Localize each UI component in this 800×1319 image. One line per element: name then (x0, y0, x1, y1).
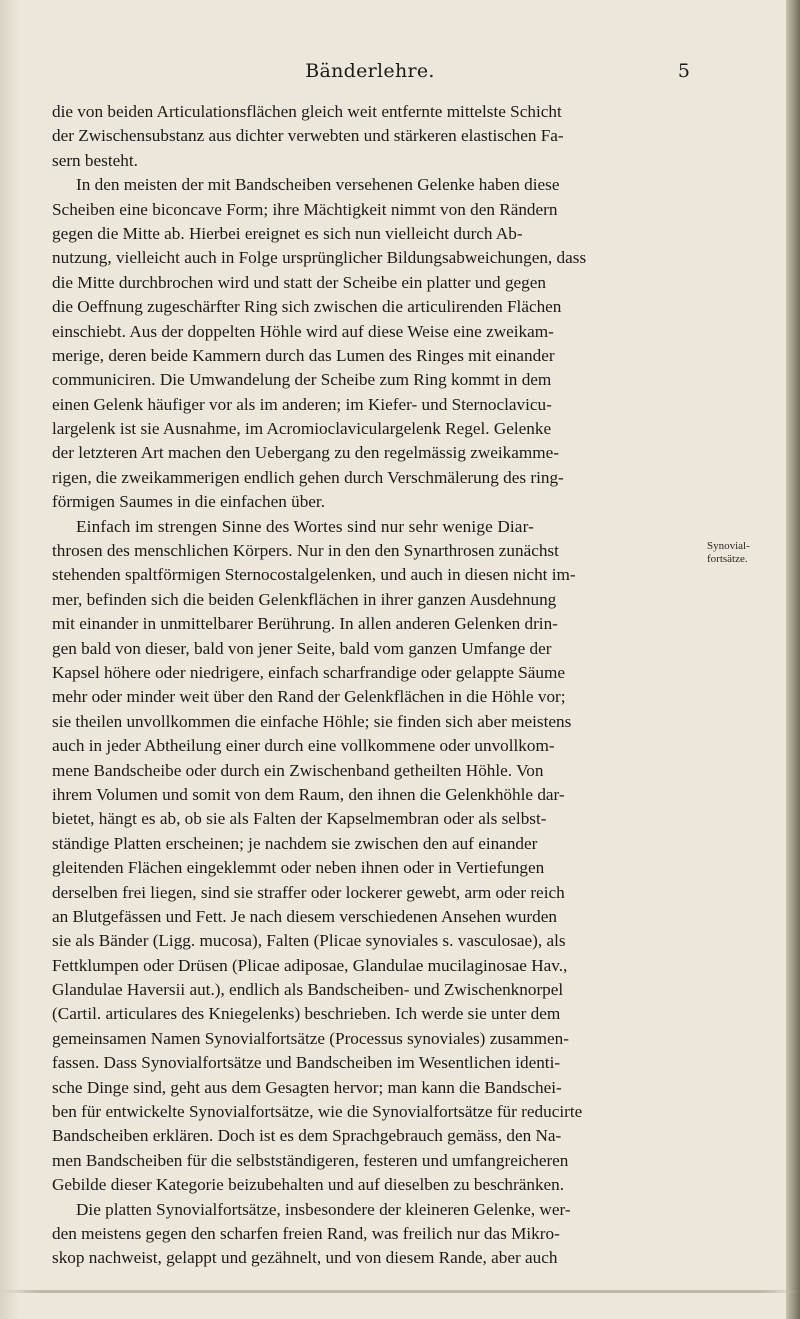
page-bottom-rule (0, 1290, 800, 1293)
text-line: In den meisten der mit Bandscheiben versehenen Gelenke haben diese (76, 175, 560, 195)
page-shadow-right (786, 0, 800, 1319)
text-line: sche Dinge sind, geht aus dem Gesagten hervor; man kann die Bandschei- (52, 1077, 562, 1097)
text-line: den meistens gegen den scharfen freien Rand, was freilich nur das Mikro- (52, 1223, 560, 1243)
text-line: throsen des menschlichen Körpers. Nur in den den Synarthrosen zunächst (52, 541, 559, 561)
text-line: ständige Platten erscheinen; je nachdem sie zwischen den auf einander (52, 833, 538, 853)
text-line: ihrem Volumen und somit von dem Raum, den ihnen die Gelenkhöhle dar- (52, 784, 565, 804)
text-line: bietet, hängt es ab, ob sie als Falten der Kapselmembran oder als selbst- (52, 809, 547, 829)
text-line: ben für entwickelte Synovialfortsätze, wie die Synovialfortsätze für reducirte (52, 1102, 583, 1122)
text-line: (Cartil. articulares des Kniegelenks) beschrieben. Ich werde sie unter dem (52, 1004, 561, 1024)
text-line: fassen. Dass Synovialfortsätze und Bandscheiben im Wesentlichen identi- (52, 1053, 561, 1073)
text-line: einen Gelenk häufiger vor als im anderen; im Kiefer- und Sternoclavicu- (52, 394, 552, 414)
margin-note-line: fortsätze. (707, 553, 748, 565)
text-line: förmigen Saumes in die einfachen über. (52, 492, 326, 512)
text-line: mit einander in unmittelbarer Berührung. In allen anderen Gelenken drin- (52, 614, 558, 634)
page-shadow-left (0, 0, 18, 1319)
text-line: Die platten Synovialfortsätze, insbesondere der kleineren Gelenke, wer- (76, 1199, 571, 1219)
text-line: Glandulae Haversii aut.), endlich als Bandscheiben- und Zwischenknorpel (52, 980, 564, 1000)
text-line: mer, befinden sich die beiden Gelenkflächen in ihrer ganzen Ausdehnung (52, 589, 557, 609)
text-line: die Oeffnung zugeschärfter Ring sich zwischen die articulirenden Flächen (52, 297, 562, 317)
text-line: Scheiben eine biconcave Form; ihre Mächtigkeit nimmt von den Rändern (52, 199, 558, 219)
text-line: stehenden spaltförmigen Sternocostalgelenken, und auch in diesen nicht im- (52, 565, 576, 585)
text-line: sie als Bänder (Ligg. mucosa), Falten (Plicae synoviales s. vasculosae), als (52, 931, 566, 951)
text-line: Einfach im strengen Sinne des Wortes sind nur sehr wenige Diar- (76, 516, 534, 536)
text-line: einschiebt. Aus der doppelten Höhle wird auf diese Weise eine zweikam- (52, 321, 554, 341)
body-text (52, 100, 692, 1271)
text-line: gemeinsamen Namen Synovialfortsätze (Processus synoviales) zusammen- (52, 1028, 569, 1048)
margin-note (707, 540, 779, 566)
text-line: gleitenden Flächen eingeklemmt oder neben ihnen oder in Vertiefungen (52, 858, 545, 878)
page-number: 5 (677, 60, 690, 82)
text-line: der Zwischensubstanz aus dichter verwebten und stärkeren elastischen Fa- (52, 126, 564, 146)
page-header (50, 60, 690, 88)
text-line: largelenk ist sie Ausnahme, im Acromioclaviculargelenk Regel. Gelenke (52, 419, 552, 439)
text-line: mene Bandscheibe oder durch ein Zwischenband getheilten Höhle. Von (52, 760, 544, 780)
text-line: an Blutgefässen und Fett. Je nach diesem verschiedenen Ansehen wurden (52, 906, 557, 926)
text-line: mehr oder minder weit über den Rand der Gelenkflächen in die Höhle vor; (52, 687, 566, 707)
text-line: derselben frei liegen, sind sie straffer oder lockerer gewebt, arm oder reich (52, 882, 565, 902)
text-line: communiciren. Die Umwandelung der Scheibe zum Ring kommt in dem (52, 370, 552, 390)
text-line: merige, deren beide Kammern durch das Lumen des Ringes mit einander (52, 345, 555, 365)
text-line: Kapsel höhere oder niedrigere, einfach scharfrandige oder gelappte Säume (52, 662, 565, 682)
margin-note-line: Synovial- (707, 540, 750, 552)
text-line: die Mitte durchbrochen wird und statt der Scheibe ein platter und gegen (52, 272, 546, 292)
text-line: auch in jeder Abtheilung einer durch eine vollkommene oder unvollkom- (52, 736, 555, 756)
text-line: Fettklumpen oder Drüsen (Plicae adiposae, Glandulae mucilaginosae Hav., (52, 955, 568, 975)
text-line: der letzteren Art machen den Uebergang zu den regelmässig zweikamme- (52, 443, 559, 463)
text-line: sie theilen unvollkommen die einfache Höhle; sie finden sich aber meistens (52, 711, 572, 731)
text-line: skop nachweist, gelappt und gezähnelt, und von diesem Rande, aber auch (52, 1248, 558, 1268)
text-line: sern besteht. (52, 150, 138, 170)
text-line: nutzung, vielleicht auch in Folge ursprünglicher Bildungsabweichungen, dass (52, 248, 587, 268)
text-line: die von beiden Articulationsflächen gleich weit entfernte mittelste Schicht (52, 102, 562, 121)
text-line: Gebilde dieser Kategorie beizubehalten und auf dieselben zu beschränken. (52, 1175, 565, 1195)
text-line: gegen die Mitte ab. Hierbei ereignet es sich nun vielleicht durch Ab- (52, 223, 523, 243)
text-line: Bandscheiben erklären. Doch ist es dem Sprachgebrauch gemäss, den Na- (52, 1126, 562, 1146)
running-title: Bänderlehre. (305, 60, 435, 82)
text-line: rigen, die zweikammerigen endlich gehen durch Verschmälerung des ring- (52, 467, 564, 487)
text-line: men Bandscheiben für die selbstständigeren, festeren und umfangreicheren (52, 1150, 569, 1170)
text-line: gen bald von dieser, bald von jener Seite, bald vom ganzen Umfange der (52, 638, 552, 658)
